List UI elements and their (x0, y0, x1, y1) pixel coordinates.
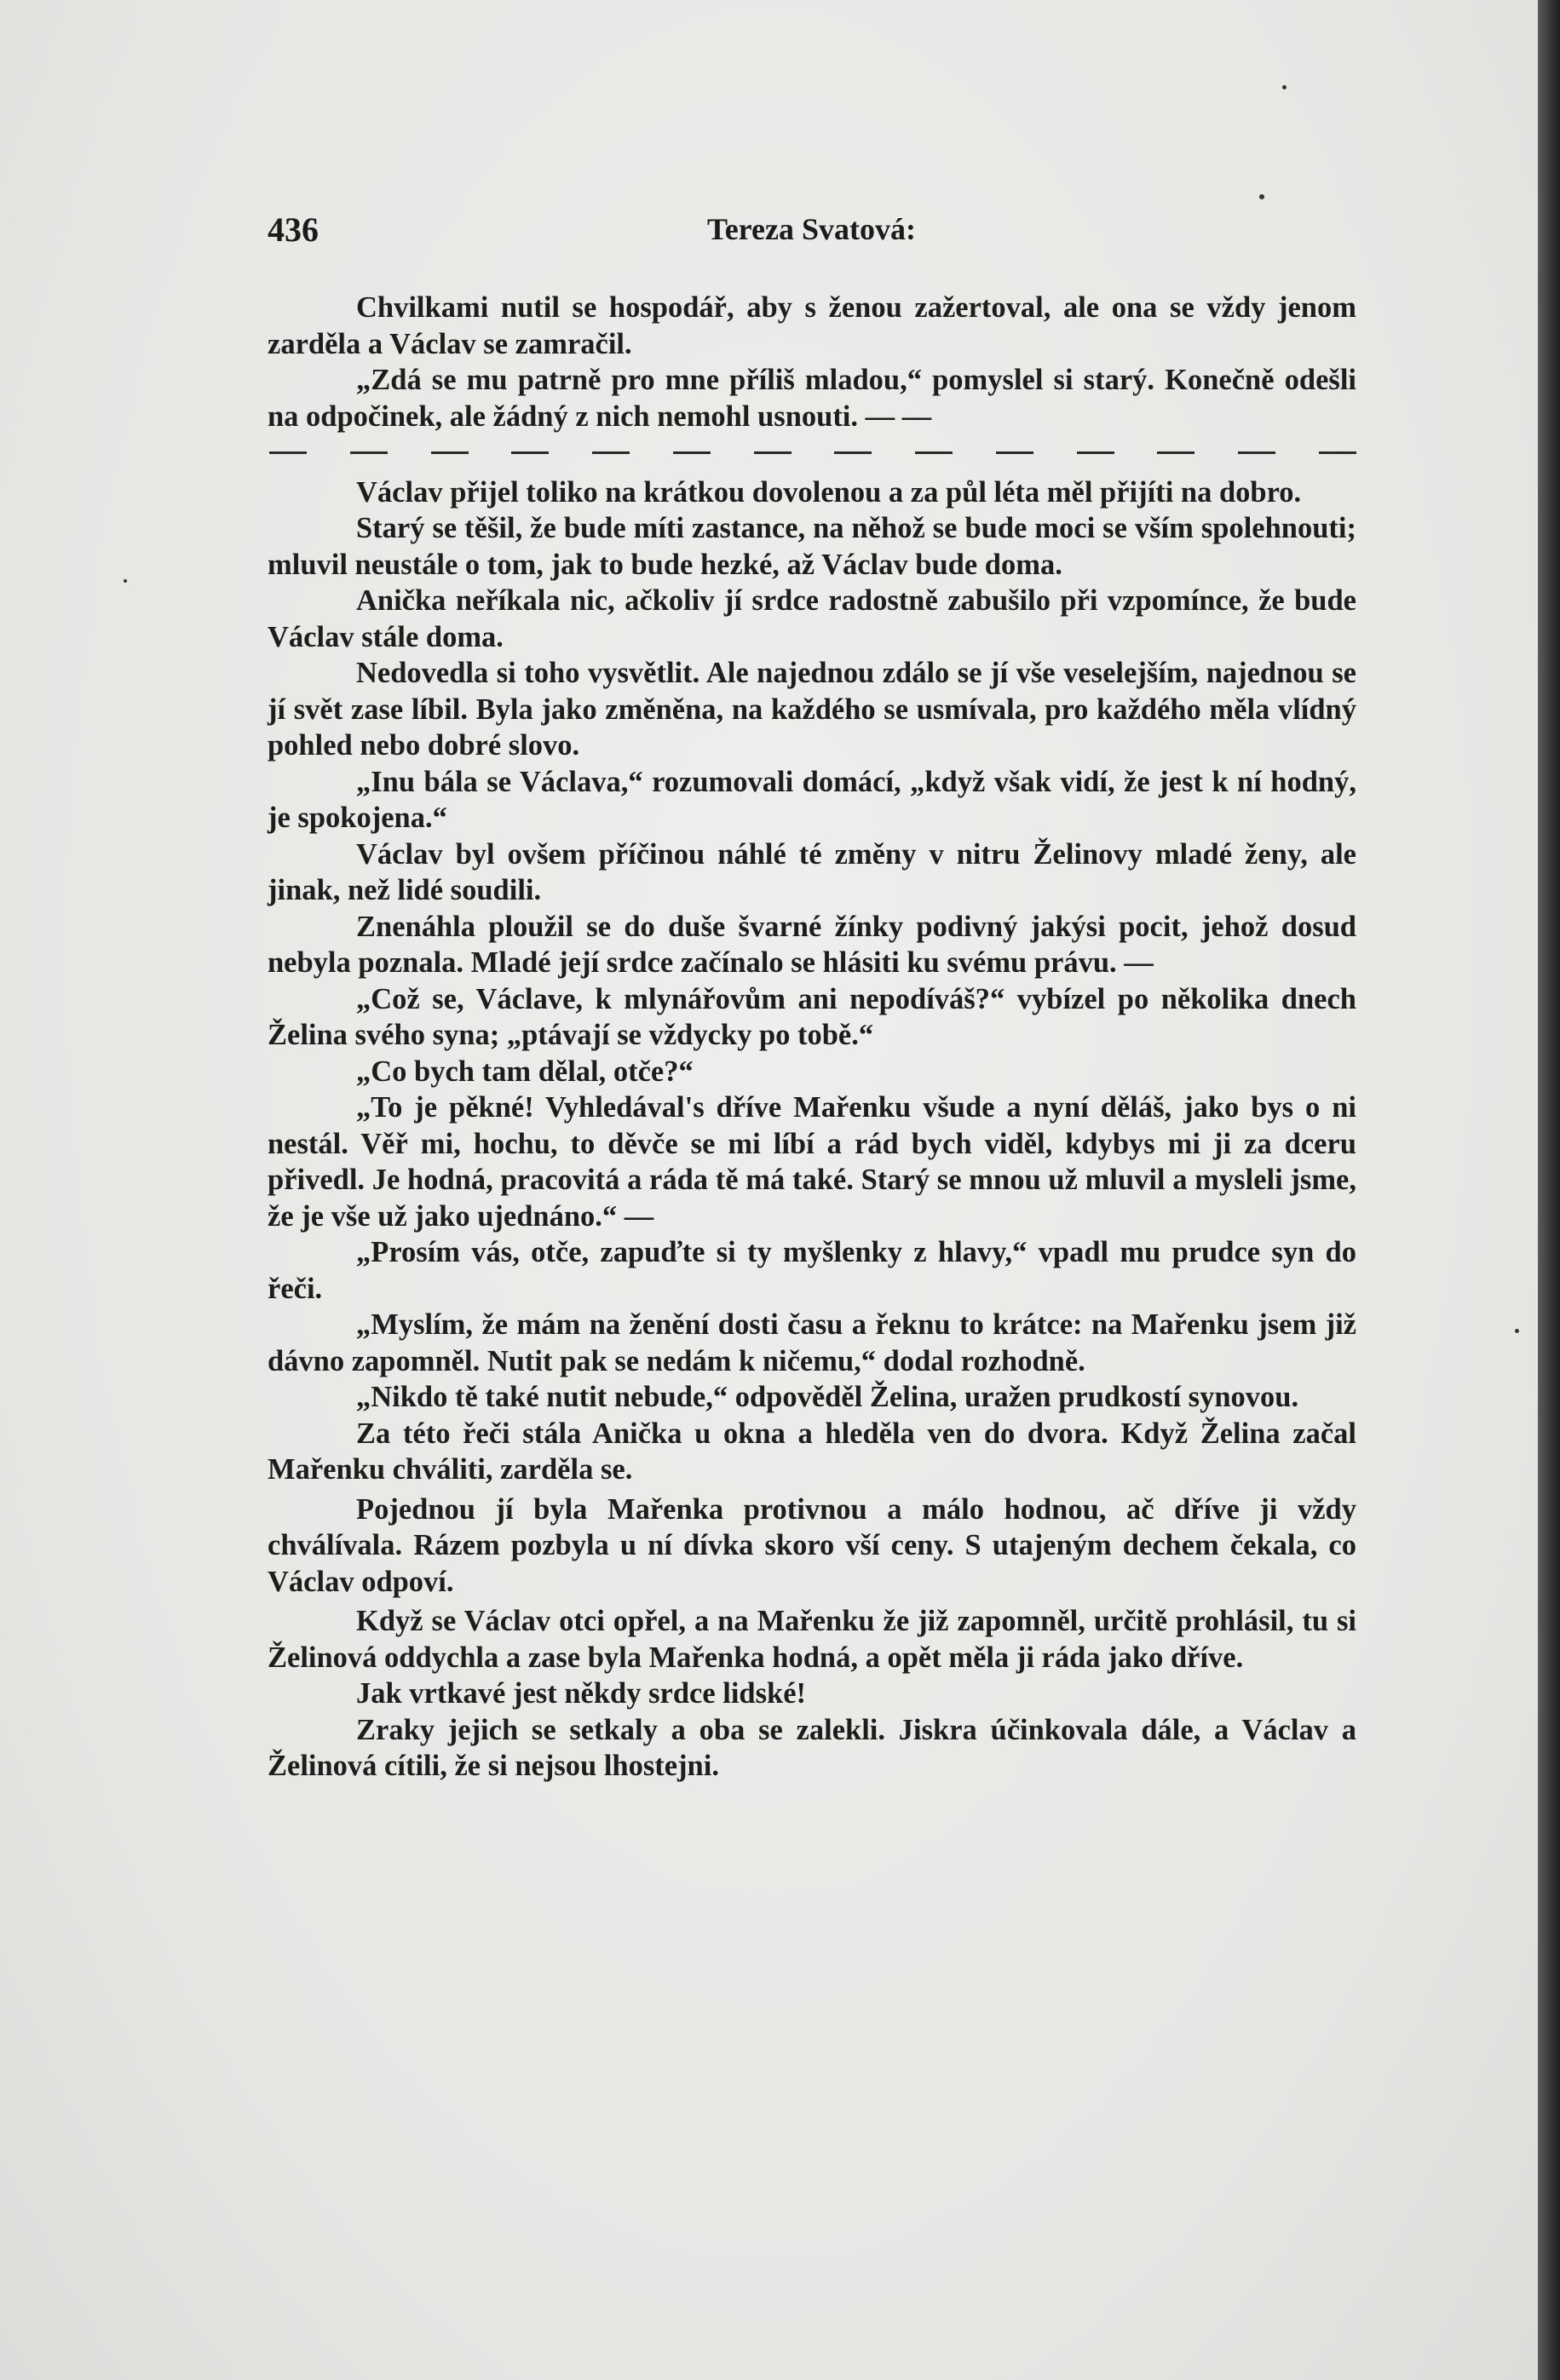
paragraph: „Nikdo tě také nutit nebude,“ odpověděl Želina, uražen prudkostí synovou. (356, 1381, 1299, 1413)
paragraph: „Inu bála se Václava,“ rozumovali domácí, „když však vidí, že jest k ní hodný, je spokojena.“ (268, 765, 1356, 834)
paragraph: Chvilkami nutil se hospodář, aby s ženou zažertoval, ale ona se vždy jenom zarděla a Václav se zamračil. (268, 291, 1356, 360)
running-title: Tereza Svatová: (707, 212, 916, 246)
paragraph: Zraky jejich se setkaly a oba se zalekli. Jiskra účinkovala dále, a Václav a Želinová cítili, že si nejsou lhostejni. (268, 1713, 1356, 1782)
paragraph: Václav přijel toliko na krátkou dovolenou a za půl léta měl přijíti na dobro. (356, 475, 1302, 509)
print-speck (1282, 85, 1287, 89)
paragraph: Znenáhla ploužil se do duše švarné žínky podivný jakýsi pocit, jehož dosud nebyla poznala. Mladé její srdce začínalo se hlásiti ku svému právu. — (268, 910, 1356, 979)
paragraph: „Myslím, že mám na ženění dosti času a řeknu to krátce: na Mařenku jsem již dávno zapomněl. Nutit pak se nedám k ničemu,“ dodal rozhodně. (268, 1308, 1356, 1377)
print-speck (1259, 194, 1264, 199)
paragraph: Za této řeči stála Anička u okna a hleděla ven do dvora. Když Želina začal Mařenku chváliti, zarděla se. (268, 1417, 1356, 1486)
paragraph: „To je pěkné! Vyhledával's dříve Mařenku všude a nyní děláš, jako bys o ni nestál. Věř mi, hochu, to děvče se mi líbí a rád bych viděl, kdybys mi ji za dceru přivedl. Je hodná, pracovitá a ráda tě má také. Starý se mnou už mluvil a mysleli jsme, že je vše už jako ujednáno.“ — (268, 1091, 1356, 1233)
page-number: 436 (268, 210, 319, 249)
paragraph: Když se Václav otci opřel, a na Mařenku že již zapomněl, určitě prohlásil, tu si Želinová oddychla a zase byla Mařenka hodná, a opět měla ji ráda jako dříve. (268, 1605, 1356, 1674)
print-speck (1515, 1329, 1519, 1333)
section-break (268, 434, 1356, 471)
paragraph: „Což se, Václave, k mlynářovům ani nepodíváš?“ vybízel po několika dnech Želina svého syna; „ptávají se vždycky po tobě.“ (268, 982, 1356, 1051)
paragraph: Václav byl ovšem příčinou náhlé té změny v nitru Želinovy mladé ženy, ale jinak, než lidé soudili. (268, 837, 1356, 906)
print-speck (124, 579, 127, 583)
paragraph: „Prosím vás, otče, zapuďte si ty myšlenky z hlavy,“ vpadl mu prudce syn do řeči. (268, 1236, 1356, 1305)
paragraph: Anička neříkala nic, ačkoliv jí srdce radostně zabušilo při vzpomínce, že bude Václav stále doma. (268, 584, 1356, 653)
page-edge (1538, 0, 1560, 2380)
paragraph: „Zdá se mu patrně pro mne příliš mladou,“ pomyslel si starý. Konečně odešli na odpočinek, ale žádný z nich nemohl usnouti. — — (268, 364, 1356, 433)
paragraph: „Co bych tam dělal, otče?“ (356, 1055, 694, 1088)
page-header (268, 210, 1356, 252)
paragraph: Nedovedla si toho vysvětlit. Ale najednou zdálo se jí vše veselejším, najednou se jí svět zase líbil. Byla jako změněna, na každého se usmívala, pro každého měla vlídný pohled nebo dobré slovo. (268, 657, 1356, 762)
body-text (268, 290, 1356, 1785)
paragraph: Starý se těšil, že bude míti zastance, na něhož se bude moci se vším spolehnouti; mluvil neustále o tom, jak to bude hezké, až Václav bude doma. (268, 512, 1356, 581)
paragraph: Pojednou jí byla Mařenka protivnou a málo hodnou, ač dříve ji vždy chválívala. Rázem pozbyla u ní dívka skoro vší ceny. S utajeným dechem čekala, co Václav odpoví. (268, 1492, 1356, 1598)
paragraph: Jak vrtkavé jest někdy srdce lidské! (356, 1677, 807, 1710)
